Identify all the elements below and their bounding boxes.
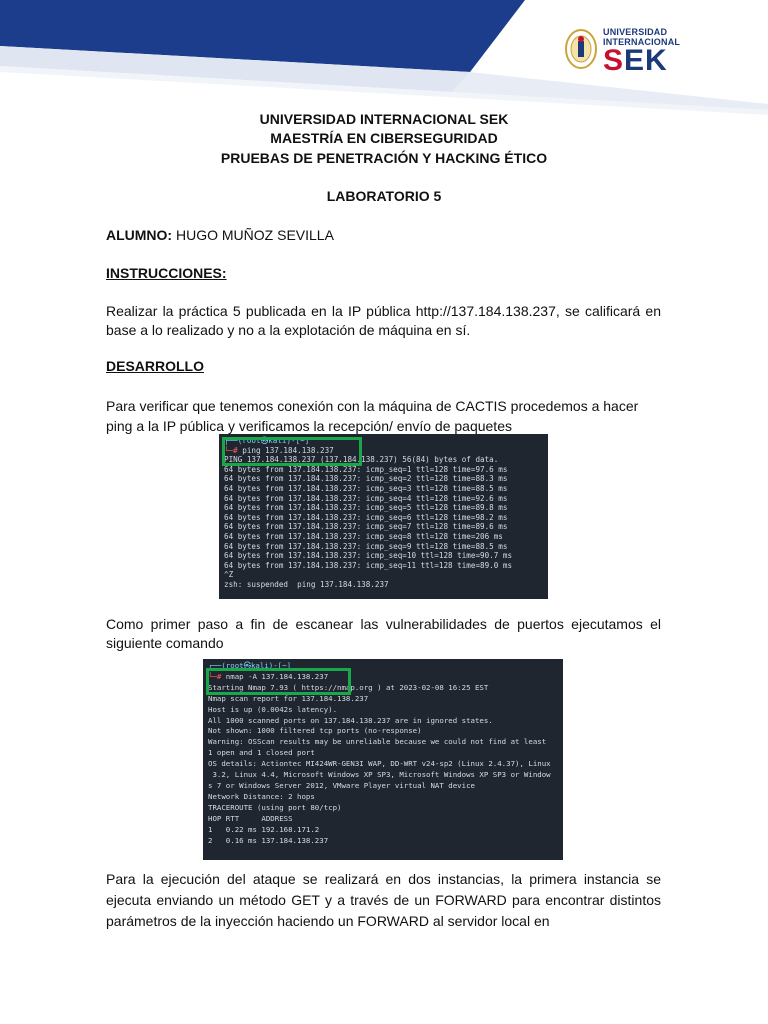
instructions-text: Realizar la práctica 5 publicada en la IP pública http://137.184.138.237, se calificará en base a lo realizado y no a la explotación de máquina en sí.	[106, 303, 661, 338]
terminal-output-line: 64 bytes from 137.184.138.237: icmp_seq=6 ttl=128 time=98.2 ms	[224, 512, 508, 522]
university-title: UNIVERSIDAD INTERNACIONAL SEK	[259, 111, 509, 127]
terminal-prompt-head: ┌──(root㉿kali)-[~]	[224, 436, 310, 445]
terminal-prompt-symbol: └─#	[208, 671, 222, 681]
terminal-output-line: 64 bytes from 137.184.138.237: icmp_seq=1 ttl=128 time=97.6 ms	[224, 464, 508, 474]
terminal-output-line: HOP RTT ADDRESS	[208, 813, 293, 823]
logo-wordmark-s: S	[603, 44, 625, 77]
terminal-output-line: 64 bytes from 137.184.138.237: icmp_seq=9 ttl=128 time=88.5 ms	[224, 541, 508, 551]
terminal-output-line: Starting Nmap 7.93 ( https://nmap.org ) at 2023-02-08 16:25 EST	[208, 682, 489, 692]
terminal-output-line: 64 bytes from 137.184.138.237: icmp_seq=10 ttl=128 time=90.7 ms	[224, 551, 513, 561]
development-para3: Para la ejecución del ataque se realizará en dos instancias, la primera instancia se ejecuta enviando un método GET y a través de un FORWARD para encontrar distintos parámetros de la inyección haciendo un FORWARD al servidor local en	[106, 871, 661, 929]
logo-wordmark-ek: EK	[624, 44, 668, 77]
terminal-output-line: All 1000 scanned ports on 137.184.138.237 are in ignored states.	[208, 715, 493, 725]
terminal-prompt-head: ┌──(root㉿kali)-[~]	[208, 661, 292, 670]
terminal-command: ping 137.184.138.237	[237, 445, 334, 455]
logo-wordmark	[603, 44, 680, 77]
university-logo	[563, 25, 693, 75]
ping-command-highlight	[222, 437, 362, 466]
student-label: ALUMNO:	[106, 227, 173, 243]
terminal-output-line: 64 bytes from 137.184.138.237: icmp_seq=7 ttl=128 time=89.6 ms	[224, 522, 508, 532]
development-para1: Para verificar que tenemos conexión con la máquina de CACTIS procedemos a hacer ping a la IP pública y verificamos la recepción/ envío de paquetes	[106, 398, 639, 434]
terminal-output-line: s 7 or Windows Server 2012, VMware Player virtual NAT device	[208, 780, 475, 790]
nmap-command-highlight	[206, 668, 351, 695]
terminal-output-line: Nmap scan report for 137.184.138.237	[208, 693, 369, 703]
terminal-output-line: Host is up (0.0042s latency).	[208, 704, 338, 714]
terminal-prompt-symbol: └─#	[224, 445, 238, 455]
lab-title: LABORATORIO 5	[326, 188, 442, 204]
terminal-output-line: Warning: OSScan results may be unreliable because we could not find at least	[208, 737, 547, 747]
terminal-output-line: Not shown: 1000 filtered tcp ports (no-response)	[208, 726, 422, 736]
logo-line1: UNIVERSIDAD	[603, 27, 668, 37]
terminal-output-line: 2 0.16 ms 137.184.138.237	[208, 835, 329, 845]
terminal-output-line: TRACEROUTE (using port 80/tcp)	[208, 802, 342, 812]
terminal-output-line: 64 bytes from 137.184.138.237: icmp_seq=8 ttl=128 time=206 ms	[224, 531, 503, 541]
terminal-output-line: OS details: Actiontec MI424WR-GEN3I WAP, DD-WRT v24-sp2 (Linux 2.4.37), Linux	[208, 759, 551, 769]
terminal-output-line: 64 bytes from 137.184.138.237: icmp_seq=11 ttl=128 time=89.0 ms	[224, 560, 513, 570]
development-para2: Como primer paso a fin de escanear las vulnerabilidades de puertos ejecutamos el siguiente comando	[106, 616, 661, 651]
terminal-output-line: 3.2, Linux 4.4, Microsoft Windows XP SP3, Microsoft Windows XP SP3 or Window	[208, 770, 551, 780]
development-heading: DESARROLLO	[106, 358, 204, 374]
terminal-output-line: 1 0.22 ms 192.168.171.2	[208, 824, 320, 834]
student-name: HUGO MUÑOZ SEVILLA	[176, 227, 334, 243]
terminal-output-line: 64 bytes from 137.184.138.237: icmp_seq=2 ttl=128 time=88.3 ms	[224, 474, 508, 484]
student-line	[106, 226, 661, 245]
terminal-output-line: PING 137.184.138.237 (137.184.138.237) 56(84) bytes of data.	[224, 455, 499, 465]
terminal-output-line: 64 bytes from 137.184.138.237: icmp_seq=4 ttl=128 time=92.6 ms	[224, 493, 508, 503]
terminal-output-line: Network Distance: 2 hops	[208, 791, 315, 801]
terminal-output-line: ^Z	[224, 570, 234, 580]
terminal-output-line: 64 bytes from 137.184.138.237: icmp_seq=5 ttl=128 time=89.8 ms	[224, 503, 508, 513]
instructions-heading: INSTRUCCIONES:	[106, 265, 227, 281]
terminal-output-line: zsh: suspended ping 137.184.138.237	[224, 579, 389, 589]
course-title: PRUEBAS DE PENETRACIÓN Y HACKING ÉTICO	[220, 150, 548, 166]
logo-line2: INTERNACIONAL	[603, 37, 681, 47]
terminal-output-line: 1 open and 1 closed port	[208, 748, 315, 758]
terminal-command: nmap -A 137.184.138.237	[221, 671, 329, 681]
program-title: MAESTRÍA EN CIBERSEGURIDAD	[270, 130, 498, 146]
terminal-output-line: 64 bytes from 137.184.138.237: icmp_seq=3 ttl=128 time=88.5 ms	[224, 483, 508, 493]
seal-icon	[563, 28, 599, 70]
